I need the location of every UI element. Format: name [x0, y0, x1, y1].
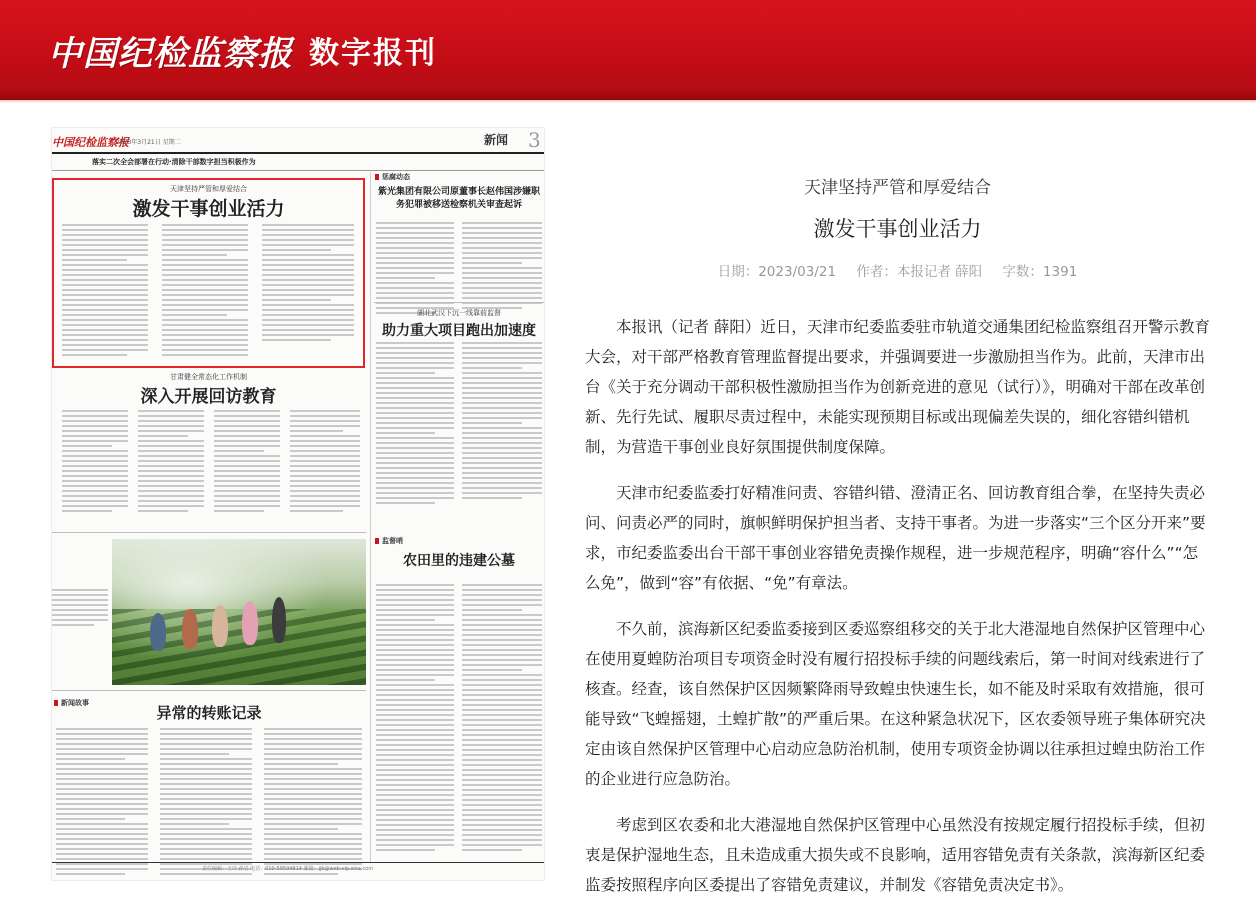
right-text-1b [462, 222, 542, 312]
photo-caption [52, 539, 108, 629]
person-figure [182, 609, 198, 649]
mid-headline[interactable]: 深入开展回访教育 [140, 387, 277, 407]
right-headline-2[interactable]: 助力重大项目跑出加速度 [382, 323, 536, 339]
article-body [585, 312, 1210, 916]
lead-headline[interactable]: 激发干事创业活力 [132, 198, 285, 220]
lead-kicker: 天津坚持严管和厚爱结合 [170, 185, 247, 193]
header-shade [0, 90, 1256, 100]
author-label: 作者： [856, 264, 897, 280]
person-figure [150, 613, 166, 651]
mid-text-4 [290, 410, 360, 515]
article-author [856, 264, 982, 280]
article-word-count [1002, 264, 1077, 280]
author-value: 本报记者 薛阳 [896, 264, 983, 280]
right-headline-3[interactable]: 农田里的违建公墓 [403, 553, 515, 569]
brand[interactable] [48, 28, 437, 72]
site-logo[interactable]: 中国纪检监察报 [48, 33, 293, 74]
words-label: 字数： [1002, 264, 1043, 280]
divider [374, 302, 544, 303]
paper-banner-text: 落实二次全会部署在行动·清除干部数字担当积极作为 [92, 158, 256, 166]
paper-footer: 责任编辑：王玲 孙岩 电话：010-59594814 邮箱：jjb@web-vip.sina.com [202, 866, 374, 872]
column-divider [370, 172, 371, 862]
lead-text-col-2 [162, 224, 248, 359]
article-paragraph: 考虑到区农委和北大港湿地自然保护区管理中心虽然没有按规定履行招投标手续，但初衷是保护湿地生态，且未造成重大损失或不良影响，适用容错免责有关条款，滨海新区纪委监委按照程序向区委提出了容错免责建议，并制发《容错免责决定书》。 [585, 816, 1206, 894]
site-header [0, 0, 1256, 100]
lead-text-col-3 [262, 224, 354, 344]
divider [52, 690, 366, 691]
words-value: 1391 [1042, 264, 1078, 280]
paper-section: 新闻 [484, 133, 509, 147]
right-text-3b [462, 584, 542, 854]
site-subtitle: 数字报刊 [309, 36, 437, 71]
article-title: 激发干事创业活力 [813, 217, 982, 241]
right-text-2b [462, 342, 542, 502]
article-paragraph: 天津市纪委监委打好精准问责、容错纠错、澄清正名、回访教育组合拳，在坚持失责必问、问责必严的同时，旗帜鲜明保护担当者、支持干事者。为进一步落实“三个区分开来”要求，市纪委监委出台干部干事创业容错免责操作规程，进一步规范程序，明确“容什么”“怎么免”，做到“容”有依据、“免”有章法。 [585, 484, 1206, 592]
right-headline-1[interactable]: 紫光集团有限公司原董事长赵伟国涉嫌职务犯罪被移送检察机关审查起诉 [377, 187, 540, 210]
person-figure [212, 605, 228, 647]
article-paragraph: 本报讯（记者 薛阳）近日，天津市纪委监委驻市轨道交通集团纪检监察组召开警示教育大会，对干部严格教育管理监督提出要求，并强调要进一步激励担当作为。此前，天津市出台《关于充分调动干部积极性激励担当作为创新竞进的意见（试行）》，明确对干部在改革创新、先行先试、履职尽责过程中，未能实现预期目标或出现偏差失误的，细化容错纠错机制，为营造干事创业良好氛围提供制度保障。 [585, 318, 1210, 456]
left-text-4b [160, 728, 252, 878]
article-kicker: 天津坚持严管和厚爱结合 [804, 178, 991, 198]
right-tag-1: 惩腐动态 [375, 172, 410, 182]
article-meta [585, 260, 1210, 280]
left-text-4a [56, 728, 148, 878]
article-date [718, 264, 836, 280]
left-headline-4[interactable]: 异常的转账记录 [156, 704, 262, 722]
right-kicker-2: 湖北武汉下沉一线靠前监督 [417, 309, 501, 317]
right-text-2a [376, 342, 454, 507]
left-tag-4: 新闻故事 [54, 698, 89, 708]
paper-top-rule [52, 152, 544, 154]
left-text-4c [264, 728, 362, 878]
person-figure [272, 597, 286, 643]
paper-masthead: 中国纪检监察报 [52, 136, 129, 149]
tea-rows [112, 609, 366, 685]
mid-text-2 [138, 410, 204, 515]
right-text-3a [376, 584, 454, 854]
mid-text-3 [214, 410, 280, 515]
paper-date-line: 2023年3月21日 星期二 [116, 139, 181, 146]
bottom-rule [52, 862, 544, 863]
person-figure [242, 601, 258, 645]
date-label: 日期： [717, 264, 759, 280]
header-underline [0, 100, 1256, 103]
date-value: 2023/03/21 [758, 264, 837, 280]
paper-header [52, 128, 544, 154]
paper-page-number: 3 [528, 128, 541, 152]
article-paragraph: 不久前，滨海新区纪委监委接到区委巡察组移交的关于北大港湿地自然保护区管理中心在使用夏蝗防治项目专项资金时没有履行招投标手续的问题线索后，第一时间对线索进行了核查。经查，该自然保护区因频繁降雨导致蝗虫快速生长，如不能及时采取有效措施，很可能导致“飞蝗摇翅，土蝗扩散”的严重后果。在这种紧急状况下，区农委领导班子集体研究决定由该自然保护区管理中心启动应急防治机制，使用专项资金协调以往承担过蝗虫防治工作的企业进行应急防治。 [585, 620, 1206, 788]
right-tag-3: 监督哨 [375, 536, 403, 546]
lead-text-col-1 [62, 224, 148, 359]
divider [52, 532, 366, 533]
tea-field-photo[interactable] [112, 539, 366, 685]
paper-banner [52, 156, 544, 171]
mid-text-1 [62, 410, 128, 515]
newspaper-page-image[interactable] [52, 128, 544, 880]
mid-kicker: 甘肃健全常态化工作机制 [170, 373, 247, 381]
